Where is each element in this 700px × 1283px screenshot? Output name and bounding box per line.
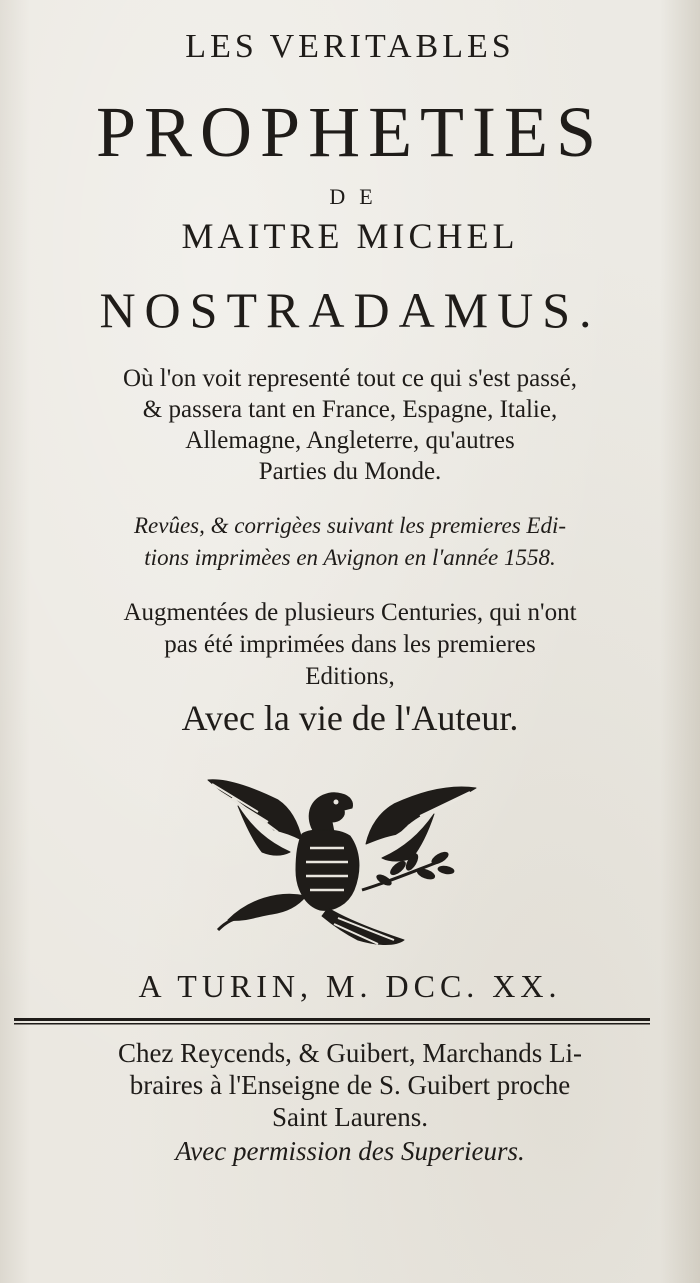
augmentation-line-1: Augmentées de plusieurs Centuries, qui n'ont <box>123 599 577 626</box>
subtitle-line-4: Parties du Monde. <box>258 458 442 485</box>
revision-line-1: Revûes, & corrigèes suivant les premieres Edi- <box>134 513 566 538</box>
publisher-line-3: Saint Laurens. <box>272 1102 428 1132</box>
augmentation-line-3: Editions, <box>305 663 395 690</box>
permission-line: Avec permission des Superieurs. <box>175 1136 525 1166</box>
publisher-line-2: braires à l'Enseigne de S. Guibert proche <box>129 1070 571 1100</box>
double-rule-divider <box>14 1018 650 1026</box>
title-line-propheties: PROPHETIES <box>95 92 605 172</box>
publisher-line-1: Chez Reycends, & Guibert, Marchands Li- <box>117 1038 583 1068</box>
revision-line-2: tions imprimèes en Avignon en l'année 1558. <box>144 545 556 570</box>
author-life-line: Avec la vie de l'Auteur. <box>181 698 519 738</box>
eagle-woodcut-icon <box>198 770 488 960</box>
title-line-nostradamus: NOSTRADAMUS. <box>99 282 601 338</box>
title-line-maitre-michel: MAITRE MICHEL <box>181 216 519 256</box>
subtitle-line-2: & passera tant en France, Espagne, Italie, <box>142 396 558 423</box>
subtitle-line-3: Allemagne, Angleterre, qu'autres <box>185 427 515 454</box>
title-line-veritables: LES VERITABLES <box>185 28 515 65</box>
imprint-place-date: A TURIN, M. DCC. XX. <box>138 968 562 1004</box>
augmentation-line-2: pas été imprimées dans les premieres <box>164 631 536 658</box>
subtitle-line-1: Où l'on voit representé tout ce qui s'est passé, <box>122 365 578 392</box>
title-line-de: DE <box>329 184 387 209</box>
